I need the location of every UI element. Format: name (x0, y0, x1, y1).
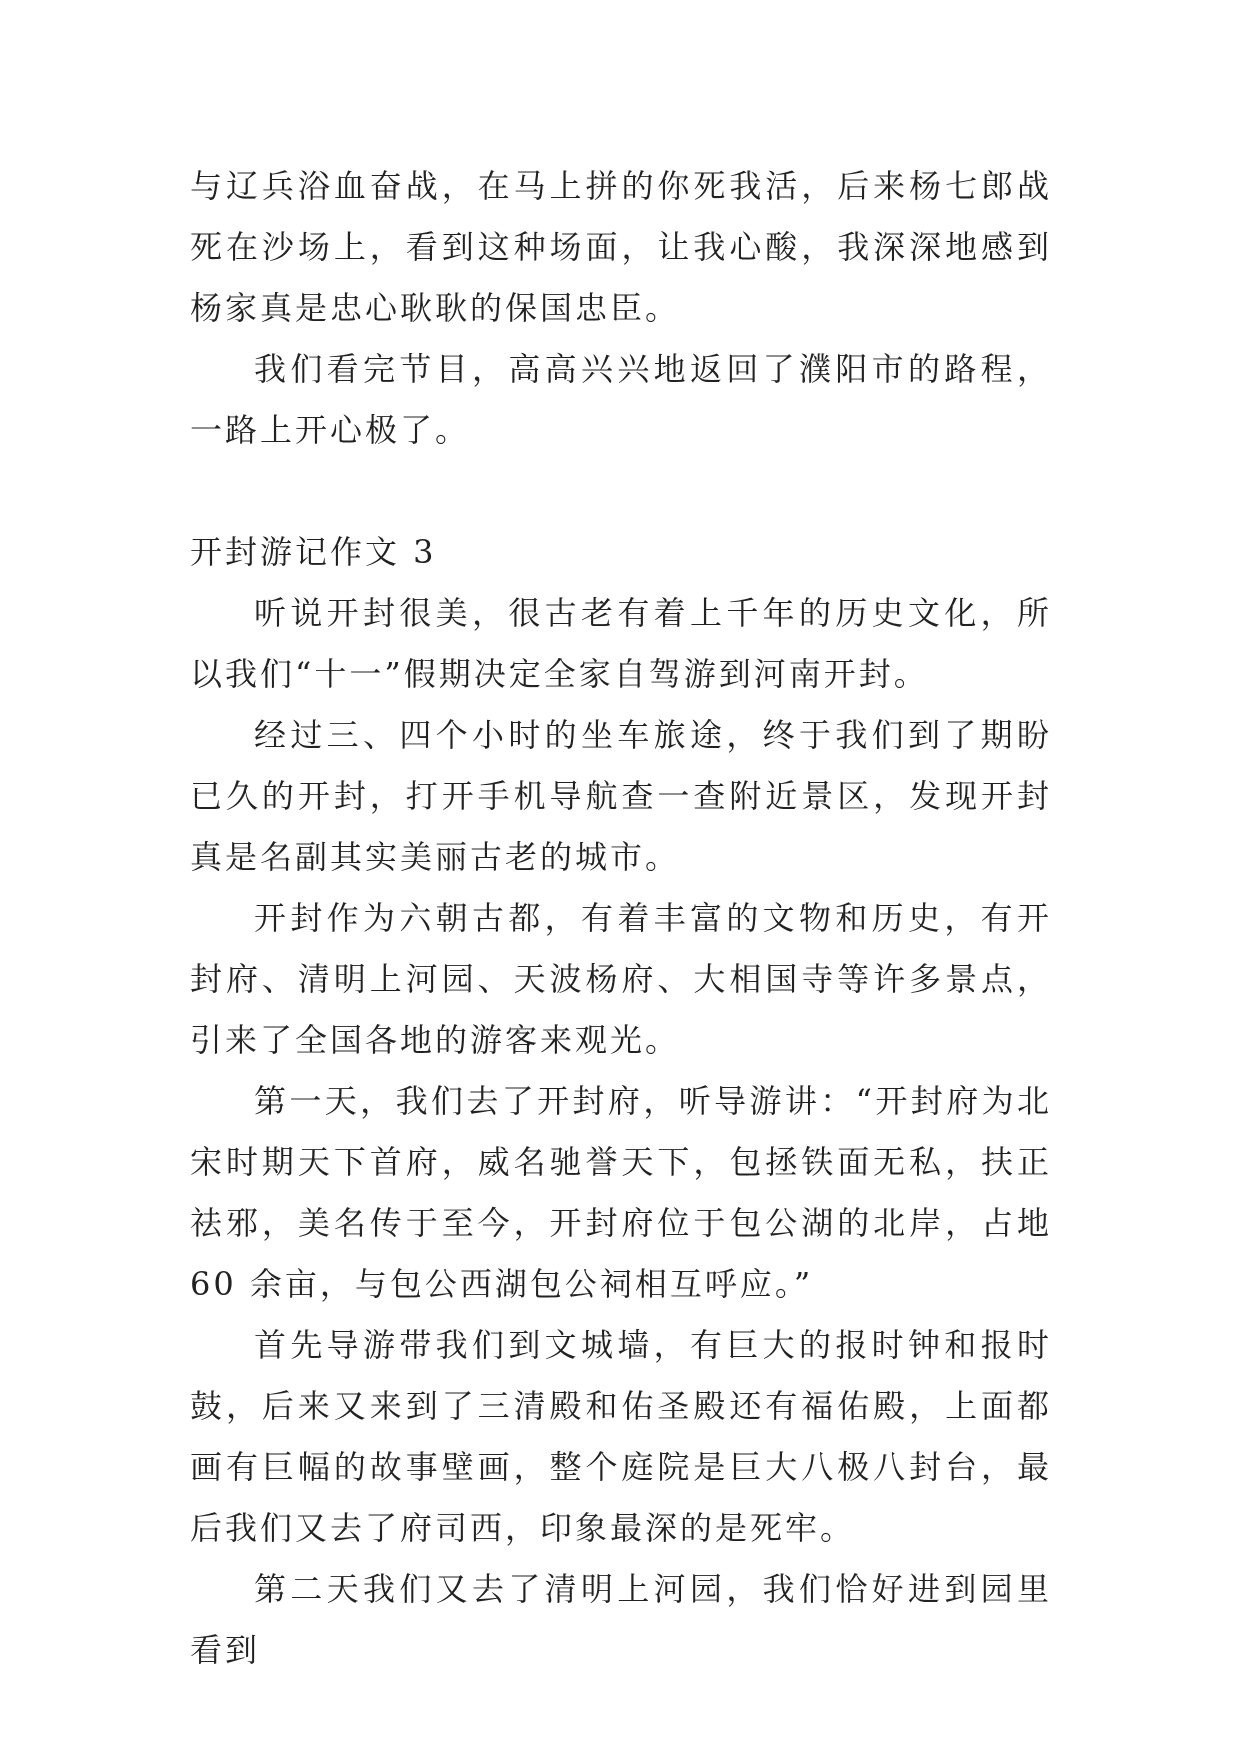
paragraph: 听说开封很美，很古老有着上千年的历史文化，所以我们“十一”假期决定全家自驾游到河南开封。 (190, 594, 1052, 693)
paragraph: 开封作为六朝古都，有着丰富的文物和历史，有开封府、清明上河园、天波杨府、大相国寺等许多景点，引来了全国各地的游客来观光。 (190, 899, 1052, 1059)
document-body (190, 156, 1052, 1681)
paragraph: 经过三、四个小时的坐车旅途，终于我们到了期盼已久的开封，打开手机导航查一查附近景区，发现开封真是名副其实美丽古老的城市。 (190, 716, 1052, 876)
paragraph: 第一天，我们去了开封府，听导游讲：“开封府为北宋时期天下首府，威名驰誉天下，包拯铁面无私，扶正祛邪，美名传于至今，开封府位于包公湖的北岸，占地 60 余亩，与包公西湖包公祠相互呼应。” (190, 1082, 1052, 1303)
paragraph: 与辽兵浴血奋战，在马上拼的你死我活，后来杨七郎战死在沙场上，看到这种场面，让我心酸，我深深地感到杨家真是忠心耿耿的保国忠臣。 (190, 167, 1052, 327)
section-title: 开封游记作文 3 (190, 533, 437, 571)
paragraph: 第二天我们又去了清明上河园，我们恰好进到园里看到 (190, 1570, 1052, 1669)
paragraph: 首先导游带我们到文城墙，有巨大的报时钟和报时鼓，后来又来到了三清殿和佑圣殿还有福佑殿，上面都画有巨幅的故事壁画，整个庭院是巨大八极八封台，最后我们又去了府司西，印象最深的是死牢。 (190, 1326, 1052, 1547)
paragraph: 我们看完节目，高高兴兴地返回了濮阳市的路程，一路上开心极了。 (190, 350, 1052, 449)
